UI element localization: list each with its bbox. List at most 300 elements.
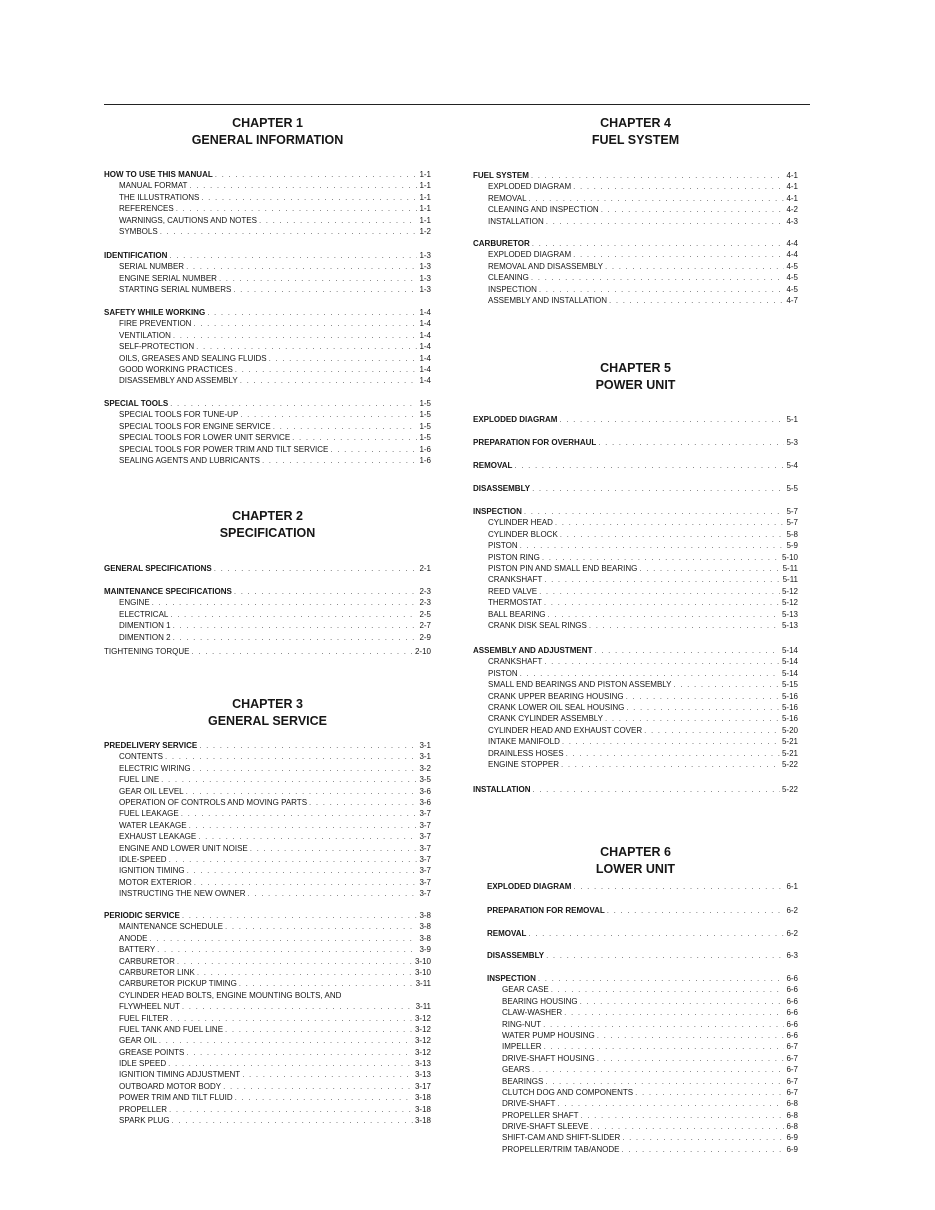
- toc-entry[interactable]: [487, 1099, 798, 1110]
- toc-entry[interactable]: [473, 296, 798, 307]
- toc-entry[interactable]: [104, 775, 431, 786]
- toc-entry[interactable]: [473, 575, 798, 586]
- toc-entry[interactable]: [473, 785, 798, 796]
- dot-leader: [199, 741, 417, 750]
- dot-leader: [605, 714, 780, 723]
- chapter-2-heading: [104, 508, 431, 542]
- entry-label: CRANKSHAFT: [488, 575, 543, 585]
- entry-title: IDENTIFICATION: [104, 251, 168, 260]
- entry-page: 4-1: [786, 171, 798, 180]
- toc-section: [104, 170, 431, 238]
- entry-title: TIGHTENING TORQUE: [104, 647, 190, 656]
- dot-leader: [248, 889, 418, 898]
- entry-page: 3-8: [419, 933, 431, 943]
- dot-leader: [240, 410, 417, 419]
- entry-page: 3-12: [414, 1047, 431, 1057]
- dot-leader: [149, 934, 417, 943]
- entry-page: 6-6: [786, 974, 798, 983]
- toc-entry[interactable]: [104, 787, 431, 798]
- toc-entry[interactable]: [487, 906, 798, 917]
- dot-leader: [233, 285, 417, 294]
- toc-entry[interactable]: [104, 331, 431, 342]
- entry-label: PROPELLER SHAFT: [502, 1110, 579, 1120]
- toc-entry[interactable]: [473, 587, 798, 598]
- toc-entry[interactable]: [473, 714, 798, 725]
- toc-entry[interactable]: [104, 587, 431, 598]
- right-column: [473, 0, 798, 1210]
- dot-leader: [198, 832, 417, 841]
- entry-label: REMOVAL: [488, 193, 527, 203]
- toc-entry[interactable]: [104, 433, 431, 444]
- entry-label: DISASSEMBLY AND ASSEMBLY: [119, 376, 238, 386]
- dot-leader: [573, 250, 784, 259]
- dot-leader: [239, 979, 414, 988]
- toc-section: [473, 484, 798, 495]
- toc-entry[interactable]: [473, 484, 798, 495]
- toc-section: [473, 415, 798, 426]
- toc-entry[interactable]: [473, 564, 798, 575]
- chapter-1-heading: [104, 115, 431, 149]
- toc-entry[interactable]: [104, 422, 431, 433]
- entry-page: 5-22: [781, 785, 798, 794]
- entry-label: DRAINLESS HOSES: [488, 748, 564, 758]
- toc-entry[interactable]: [104, 365, 431, 376]
- entry-page: 6-7: [786, 1065, 798, 1075]
- dot-leader: [546, 951, 784, 960]
- toc-section: [104, 251, 431, 297]
- toc-entry[interactable]: [104, 832, 431, 843]
- entry-page: 6-6: [786, 1030, 798, 1040]
- entry-label: REMOVAL AND DISASSEMBLY: [488, 261, 603, 271]
- entry-label: WARNINGS, CAUTIONS AND NOTES: [119, 215, 257, 225]
- entry-label: ENGINE STOPPER: [488, 759, 559, 769]
- dot-leader: [539, 587, 780, 596]
- toc-entry[interactable]: [104, 319, 431, 330]
- entry-label: SMALL END BEARINGS AND PISTON ASSEMBLY: [488, 680, 672, 690]
- entry-label: EXHAUST LEAKAGE: [119, 832, 197, 842]
- toc-entry[interactable]: [104, 991, 431, 1002]
- entry-label: FUEL LEAKAGE: [119, 809, 179, 819]
- dot-leader: [193, 319, 417, 328]
- entry-label: OPERATION OF CONTROLS AND MOVING PARTS: [119, 797, 308, 807]
- toc-section: [487, 906, 798, 917]
- toc-entry[interactable]: [104, 968, 431, 979]
- entry-page: 4-7: [786, 295, 798, 305]
- entry-label: GEAR CASE: [502, 985, 549, 995]
- toc-entry[interactable]: [104, 564, 431, 575]
- toc-entry[interactable]: [104, 1025, 431, 1036]
- entry-title: DISASSEMBLY: [487, 951, 545, 960]
- entry-label: REED VALVE: [488, 586, 538, 596]
- entry-page: 1-4: [419, 353, 431, 363]
- entry-page: 1-5: [419, 433, 431, 443]
- entry-label: BALL BEARING: [488, 609, 546, 619]
- toc-entry[interactable]: [104, 456, 431, 467]
- dot-leader: [269, 354, 418, 363]
- toc-entry[interactable]: [104, 204, 431, 215]
- entry-page: 3-12: [414, 1036, 431, 1046]
- toc-entry[interactable]: [473, 273, 798, 284]
- toc-entry[interactable]: [473, 680, 798, 691]
- entry-label: CLEANING AND INSPECTION: [488, 205, 599, 215]
- toc-entry[interactable]: [104, 598, 431, 609]
- entry-label: DRIVE-SHAFT HOUSING: [502, 1053, 595, 1063]
- dot-leader: [273, 422, 418, 431]
- toc-entry[interactable]: [104, 621, 431, 632]
- entry-page: 5-16: [781, 714, 798, 724]
- dot-leader: [546, 217, 785, 226]
- toc-entry[interactable]: [473, 239, 798, 250]
- toc-entry[interactable]: [487, 1133, 798, 1144]
- toc-entry[interactable]: [473, 217, 798, 228]
- dot-leader: [544, 575, 780, 584]
- toc-section: [487, 882, 798, 893]
- toc-entry[interactable]: [104, 764, 431, 775]
- toc-entry[interactable]: [473, 610, 798, 621]
- dot-leader: [160, 227, 418, 236]
- toc-section: [104, 647, 431, 658]
- toc-entry[interactable]: [473, 541, 798, 552]
- entry-page: 1-1: [419, 204, 431, 214]
- toc-entry[interactable]: [487, 1054, 798, 1065]
- toc-entry[interactable]: [487, 882, 798, 893]
- entry-label: CYLINDER HEAD: [488, 518, 553, 528]
- toc-entry[interactable]: [487, 1088, 798, 1099]
- toc-entry[interactable]: [104, 809, 431, 820]
- toc-entry[interactable]: [487, 1042, 798, 1053]
- toc-entry[interactable]: [104, 1082, 431, 1093]
- toc-entry[interactable]: [104, 181, 431, 192]
- chapter-title: LOWER UNIT: [595, 862, 676, 876]
- dot-leader: [169, 1105, 413, 1114]
- dot-leader: [520, 541, 785, 550]
- toc-entry[interactable]: [473, 646, 798, 657]
- entry-label: EXPLODED DIAGRAM: [488, 182, 572, 192]
- entry-page: 3-7: [419, 889, 431, 899]
- entry-label: CRANKSHAFT: [488, 657, 543, 667]
- entry-page: 3-13: [414, 1059, 431, 1069]
- dot-leader: [176, 204, 418, 213]
- entry-page: 1-4: [419, 342, 431, 352]
- dot-leader: [557, 1099, 784, 1108]
- entry-label: BEARING HOUSING: [502, 996, 578, 1006]
- left-column: [104, 0, 431, 1210]
- entry-label: STARTING SERIAL NUMBERS: [119, 285, 232, 295]
- toc-entry[interactable]: [104, 193, 431, 204]
- toc-entry[interactable]: [473, 726, 798, 737]
- toc-entry[interactable]: [487, 929, 798, 940]
- toc-entry[interactable]: [473, 749, 798, 760]
- entry-page: 3-18: [414, 1116, 431, 1126]
- dot-leader: [573, 182, 784, 191]
- toc-entry[interactable]: [473, 415, 798, 426]
- toc-entry[interactable]: [104, 399, 431, 410]
- dot-leader: [215, 170, 418, 179]
- toc-entry[interactable]: [104, 308, 431, 319]
- entry-label: DRIVE-SHAFT: [502, 1099, 556, 1109]
- dot-leader: [262, 456, 418, 465]
- entry-label: SPECIAL TOOLS FOR ENGINE SERVICE: [119, 421, 271, 431]
- entry-page: 5-4: [786, 461, 798, 470]
- toc-entry[interactable]: [487, 1031, 798, 1042]
- entry-page: 1-3: [419, 273, 431, 283]
- toc-entry[interactable]: [104, 798, 431, 809]
- toc-entry[interactable]: [104, 285, 431, 296]
- entry-page: 3-12: [414, 1013, 431, 1023]
- entry-page: 3-7: [419, 843, 431, 853]
- dot-leader: [564, 1008, 784, 1017]
- entry-page: 3-8: [419, 911, 431, 920]
- toc-entry[interactable]: [104, 844, 431, 855]
- chapter-title: FUEL SYSTEM: [591, 133, 680, 147]
- entry-label: PROPELLER: [119, 1104, 168, 1114]
- entry-label: PISTON: [488, 541, 518, 551]
- toc-entry[interactable]: [473, 703, 798, 714]
- toc-entry[interactable]: [487, 1111, 798, 1122]
- entry-label: INSPECTION: [488, 284, 537, 294]
- dot-leader: [601, 205, 785, 214]
- toc-entry[interactable]: [473, 737, 798, 748]
- toc-entry[interactable]: [104, 410, 431, 421]
- entry-label: PROPELLER/TRIM TAB/ANODE: [502, 1144, 620, 1154]
- entry-page: 3-13: [414, 1070, 431, 1080]
- entry-label: POWER TRIM AND TILT FLUID: [119, 1093, 233, 1103]
- dot-leader: [605, 262, 784, 271]
- toc-entry[interactable]: [487, 951, 798, 962]
- toc-entry[interactable]: [104, 227, 431, 238]
- entry-page: 4-5: [786, 273, 798, 283]
- toc-entry[interactable]: [473, 205, 798, 216]
- entry-label: GEARS: [502, 1065, 531, 1075]
- dot-leader: [214, 564, 418, 573]
- dot-leader: [223, 1082, 413, 1091]
- toc-entry[interactable]: [487, 985, 798, 996]
- toc-entry[interactable]: [104, 979, 431, 990]
- toc-entry[interactable]: [104, 354, 431, 365]
- entry-title: CARBURETOR: [473, 239, 530, 248]
- entry-page: 3-5: [419, 775, 431, 785]
- entry-page: 3-7: [419, 809, 431, 819]
- dot-leader: [169, 855, 418, 864]
- entry-label: BEARINGS: [502, 1076, 544, 1086]
- entry-label: OUTBOARD MOTOR BODY: [119, 1081, 222, 1091]
- entry-page: 5-21: [781, 737, 798, 747]
- entry-label: CRANK DISK SEAL RINGS: [488, 620, 587, 630]
- toc-entry[interactable]: [487, 1020, 798, 1031]
- entry-page: 6-6: [786, 985, 798, 995]
- toc-entry[interactable]: [473, 669, 798, 680]
- dot-leader: [165, 752, 417, 761]
- toc-entry[interactable]: [473, 692, 798, 703]
- toc-entry[interactable]: [104, 911, 431, 922]
- entry-title: SPECIAL TOOLS: [104, 399, 169, 408]
- toc-entry[interactable]: [104, 889, 431, 900]
- dot-leader: [560, 530, 785, 539]
- entry-page: 2-3: [419, 587, 431, 596]
- toc-entry[interactable]: [473, 194, 798, 205]
- entry-label: FIRE PREVENTION: [119, 319, 192, 329]
- toc-entry[interactable]: [104, 251, 431, 262]
- toc-entry[interactable]: [473, 657, 798, 668]
- dot-leader: [181, 809, 418, 818]
- toc-entry[interactable]: [104, 1070, 431, 1081]
- dot-leader: [580, 997, 785, 1006]
- entry-label: IDLE SPEED: [119, 1059, 167, 1069]
- toc-entry[interactable]: [104, 376, 431, 387]
- entry-label: IMPELLER: [502, 1042, 542, 1052]
- toc-entry[interactable]: [473, 262, 798, 273]
- toc-entry[interactable]: [104, 342, 431, 353]
- dot-leader: [597, 1031, 785, 1040]
- entry-page: 1-6: [419, 444, 431, 454]
- dot-leader: [193, 764, 418, 773]
- entry-label: IGNITION TIMING ADJUSTMENT: [119, 1070, 241, 1080]
- toc-entry[interactable]: [104, 647, 431, 658]
- toc-entry[interactable]: [104, 1036, 431, 1047]
- toc-entry[interactable]: [104, 610, 431, 621]
- toc-entry[interactable]: [104, 262, 431, 273]
- entry-page: 3-8: [419, 922, 431, 932]
- dot-leader: [548, 610, 780, 619]
- entry-label: THERMOSTAT: [488, 598, 542, 608]
- entry-title: REMOVAL: [487, 929, 527, 938]
- toc-entry[interactable]: [487, 1065, 798, 1076]
- dot-leader: [194, 878, 418, 887]
- dot-leader: [639, 564, 780, 573]
- toc-entry[interactable]: [104, 821, 431, 832]
- dot-leader: [235, 365, 418, 374]
- toc-entry[interactable]: [487, 1077, 798, 1088]
- entry-page: 3-18: [414, 1104, 431, 1114]
- toc-entry[interactable]: [473, 760, 798, 771]
- entry-label: IGNITION TIMING: [119, 866, 185, 876]
- entry-title: GENERAL SPECIFICATIONS: [104, 564, 212, 573]
- toc-entry[interactable]: [104, 445, 431, 456]
- dot-leader: [514, 461, 784, 470]
- entry-page: 5-12: [781, 586, 798, 596]
- toc-entry[interactable]: [473, 598, 798, 609]
- entry-label: DIMENTION 1: [119, 621, 171, 631]
- toc-section: [473, 507, 798, 632]
- dot-leader: [186, 787, 418, 796]
- entry-page: 3-7: [419, 820, 431, 830]
- toc-entry[interactable]: [473, 438, 798, 449]
- toc-entry[interactable]: [104, 866, 431, 877]
- toc-entry[interactable]: [104, 957, 431, 968]
- toc-entry[interactable]: [473, 171, 798, 182]
- toc-entry[interactable]: [104, 1002, 431, 1013]
- toc-entry[interactable]: [104, 170, 431, 181]
- entry-page: 3-6: [419, 786, 431, 796]
- entry-label: ENGINE AND LOWER UNIT NOISE: [119, 843, 248, 853]
- toc-entry[interactable]: [104, 1048, 431, 1059]
- toc-entry[interactable]: [104, 216, 431, 227]
- toc-entry[interactable]: [104, 1014, 431, 1025]
- toc-entry[interactable]: [487, 1008, 798, 1019]
- entry-label: GEAR OIL LEVEL: [119, 786, 184, 796]
- entry-label: DRIVE-SHAFT SLEEVE: [502, 1122, 589, 1132]
- chapter-3-heading: [104, 696, 431, 730]
- entry-page: 6-3: [786, 951, 798, 960]
- toc-entry[interactable]: [487, 1145, 798, 1156]
- dot-leader: [182, 911, 418, 920]
- dot-leader: [566, 749, 780, 758]
- toc-section: [473, 438, 798, 449]
- entry-page: 6-6: [786, 1019, 798, 1029]
- entry-label: VENTILATION: [119, 330, 171, 340]
- toc-entry[interactable]: [104, 274, 431, 285]
- dot-leader: [292, 433, 417, 442]
- dot-leader: [543, 1020, 784, 1029]
- entry-page: 6-1: [786, 882, 798, 891]
- entry-label: DIMENTION 2: [119, 632, 171, 642]
- toc-entry[interactable]: [104, 945, 431, 956]
- dot-leader: [177, 957, 413, 966]
- toc-entry[interactable]: [473, 461, 798, 472]
- dot-leader: [250, 844, 418, 853]
- entry-page: 4-1: [786, 182, 798, 192]
- dot-leader: [170, 1014, 413, 1023]
- toc-entry[interactable]: [104, 1105, 431, 1116]
- entry-label: THE ILLUSTRATIONS: [119, 192, 200, 202]
- entry-label: FUEL FILTER: [119, 1013, 169, 1023]
- toc-entry[interactable]: [487, 974, 798, 985]
- dot-leader: [561, 760, 780, 769]
- chapter-5-heading: [473, 360, 798, 394]
- toc-entry[interactable]: [104, 1093, 431, 1104]
- toc-entry[interactable]: [473, 530, 798, 541]
- entry-label: INSTRUCTING THE NEW OWNER: [119, 889, 246, 899]
- toc-entry[interactable]: [104, 878, 431, 889]
- toc-entry[interactable]: [487, 997, 798, 1008]
- toc-entry[interactable]: [473, 285, 798, 296]
- dot-leader: [159, 1036, 413, 1045]
- entry-title: DISASSEMBLY: [473, 484, 531, 493]
- dot-leader: [170, 399, 417, 408]
- entry-page: 5-16: [781, 702, 798, 712]
- toc-entry[interactable]: [104, 922, 431, 933]
- dot-leader: [157, 945, 417, 954]
- toc-entry[interactable]: [487, 1122, 798, 1133]
- toc-entry[interactable]: [104, 934, 431, 945]
- toc-entry[interactable]: [473, 182, 798, 193]
- toc-entry[interactable]: [104, 633, 431, 644]
- entry-label: BATTERY: [119, 945, 156, 955]
- toc-entry[interactable]: [473, 518, 798, 529]
- toc-entry[interactable]: [473, 553, 798, 564]
- toc-entry[interactable]: [104, 1059, 431, 1070]
- entry-label: WATER PUMP HOUSING: [502, 1030, 595, 1040]
- toc-entry[interactable]: [473, 621, 798, 632]
- entry-page: 3-2: [419, 763, 431, 773]
- toc-entry[interactable]: [104, 752, 431, 763]
- dot-leader: [542, 553, 780, 562]
- entry-page: 1-1: [419, 215, 431, 225]
- entry-title: PREPARATION FOR REMOVAL: [487, 906, 605, 915]
- toc-entry[interactable]: [104, 855, 431, 866]
- entry-page: 5-14: [781, 668, 798, 678]
- toc-entry[interactable]: [104, 1116, 431, 1127]
- entry-title: FUEL SYSTEM: [473, 171, 529, 180]
- entry-label: REFERENCES: [119, 204, 174, 214]
- toc-section: [487, 951, 798, 962]
- entry-label: ENGINE: [119, 598, 150, 608]
- toc-entry[interactable]: [473, 250, 798, 261]
- toc-entry[interactable]: [104, 741, 431, 752]
- entry-label: GOOD WORKING PRACTICES: [119, 364, 233, 374]
- toc-entry[interactable]: [473, 507, 798, 518]
- toc-section: [104, 587, 431, 644]
